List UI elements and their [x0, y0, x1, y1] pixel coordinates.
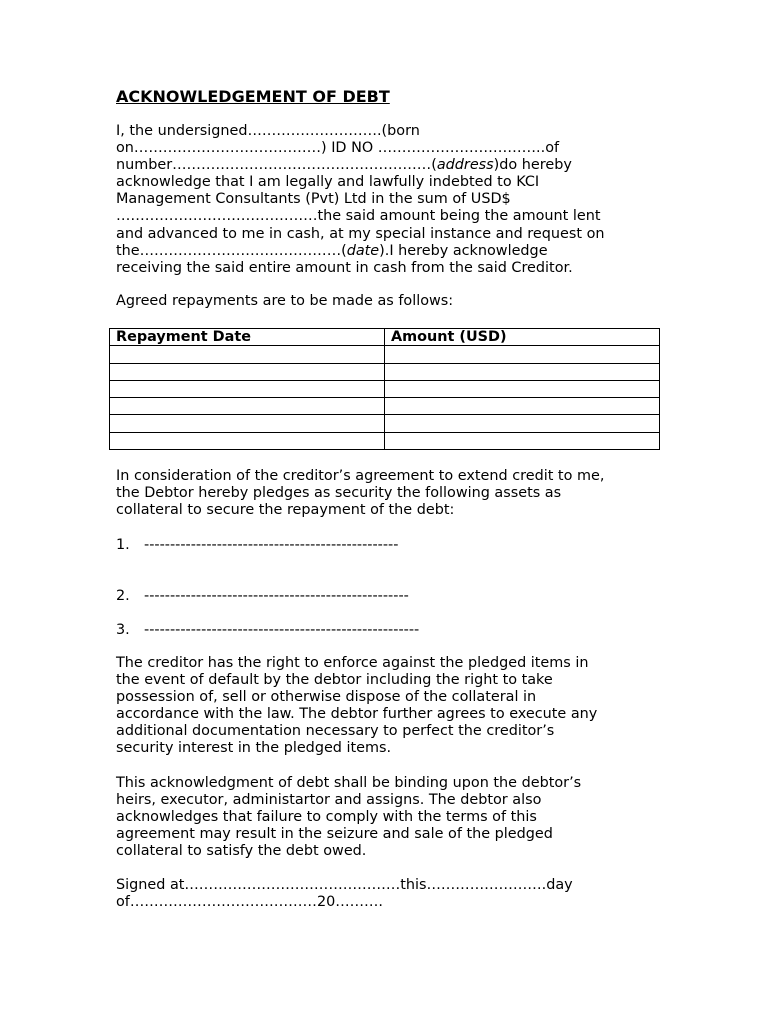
header-repayment-date: Repayment Date — [110, 329, 385, 346]
binding-line-2: heirs, executor, administartor and assigns. The debtor also — [116, 792, 542, 809]
amount-cell[interactable] — [385, 380, 660, 397]
collateral-item-2 — [116, 588, 409, 605]
repayment-date-cell[interactable] — [110, 380, 385, 397]
table-row — [110, 415, 660, 432]
intro-line-4: acknowledge that I am legally and lawfully indebted to KCI — [116, 174, 540, 191]
table-row — [110, 380, 660, 397]
intro-line-8-end: ).I hereby acknowledge — [379, 242, 548, 259]
collateral-number: 3. — [116, 622, 130, 638]
table-row — [110, 363, 660, 380]
amount-cell[interactable] — [385, 432, 660, 449]
collateral-blank-line[interactable]: --------------------------------------------------- — [144, 588, 409, 604]
table-row — [110, 398, 660, 415]
enforce-line-6: security interest in the pledged items. — [116, 740, 392, 757]
document-title: ACKNOWLEDGEMENT OF DEBT — [116, 87, 390, 106]
intro-line-7: and advanced to me in cash, at my special instance and request on — [116, 225, 605, 242]
collateral-item-3 — [116, 622, 419, 639]
amount-cell[interactable] — [385, 398, 660, 415]
binding-paragraph — [116, 775, 661, 860]
binding-line-5: collateral to satisfy the debt owed. — [116, 843, 367, 860]
collateral-number: 1. — [116, 537, 130, 553]
repayment-date-cell[interactable] — [110, 363, 385, 380]
table-row — [110, 346, 660, 363]
enforcement-paragraph — [116, 655, 661, 758]
intro-line-6: ……………………………………the said amount being the amount lent — [116, 208, 601, 225]
amount-cell[interactable] — [385, 346, 660, 363]
header-amount: Amount (USD) — [385, 329, 660, 346]
intro-line-1: I, the undersigned……………………….(born — [116, 123, 420, 139]
signed-at-line[interactable]: Signed at………………………………………this…………………….day — [116, 877, 573, 893]
binding-line-1: This acknowledgment of debt shall be binding upon the debtor’s — [116, 775, 582, 791]
signed-date-line[interactable]: of…………………………………20………. — [116, 894, 384, 911]
enforce-line-5: additional documentation necessary to perfect the creditor’s — [116, 723, 555, 740]
intro-line-2: on…………………………………) ID NO ……………………………..of — [116, 140, 560, 157]
signature-paragraph — [116, 877, 661, 911]
intro-line-8 — [116, 243, 661, 260]
intro-line-8-start: the……………………………………( — [116, 242, 347, 259]
enforce-line-4: accordance with the law. The debtor further agrees to execute any — [116, 706, 598, 723]
intro-line-3-end: )do hereby — [493, 157, 572, 174]
intro-line-3 — [116, 157, 661, 174]
agreed-line: Agreed repayments are to be made as follows: — [116, 293, 454, 309]
intro-paragraph — [116, 123, 661, 277]
enforce-line-3: possession of, sell or otherwise dispose of the collateral in — [116, 689, 537, 706]
repayment-date-cell[interactable] — [110, 398, 385, 415]
address-label: address — [436, 157, 494, 174]
table-row — [110, 432, 660, 449]
consideration-line-1: In consideration of the creditor’s agreement to extend credit to me, — [116, 468, 605, 484]
collateral-number: 2. — [116, 588, 130, 604]
intro-line-5: Management Consultants (Pvt) Ltd in the sum of USD$ — [116, 191, 511, 208]
repayment-date-cell[interactable] — [110, 432, 385, 449]
enforce-line-1: The creditor has the right to enforce against the pledged items in — [116, 655, 589, 671]
amount-cell[interactable] — [385, 363, 660, 380]
consideration-line-3: collateral to secure the repayment of the debt: — [116, 502, 455, 519]
collateral-blank-line[interactable]: ------------------------------------------------- — [144, 537, 399, 553]
agreed-repayments-text — [116, 293, 661, 310]
collateral-item-1 — [116, 537, 398, 554]
enforce-line-2: the event of default by the debtor including the right to take — [116, 672, 553, 689]
table-header-row — [110, 329, 660, 346]
amount-cell[interactable] — [385, 415, 660, 432]
consideration-paragraph — [116, 468, 661, 519]
collateral-blank-line[interactable]: ----------------------------------------------------- — [144, 622, 420, 638]
repayment-date-cell[interactable] — [110, 415, 385, 432]
binding-line-3: acknowledges that failure to comply with the terms of this — [116, 809, 537, 826]
repayment-table — [109, 328, 660, 450]
repayment-date-cell[interactable] — [110, 346, 385, 363]
consideration-line-2: the Debtor hereby pledges as security the following assets as — [116, 485, 562, 502]
intro-line-3-start: number………………………………………………( — [116, 157, 437, 174]
intro-line-9: receiving the said entire amount in cash from the said Creditor. — [116, 259, 573, 276]
date-label: date — [346, 242, 380, 259]
binding-line-4: agreement may result in the seizure and sale of the pledged — [116, 826, 553, 843]
